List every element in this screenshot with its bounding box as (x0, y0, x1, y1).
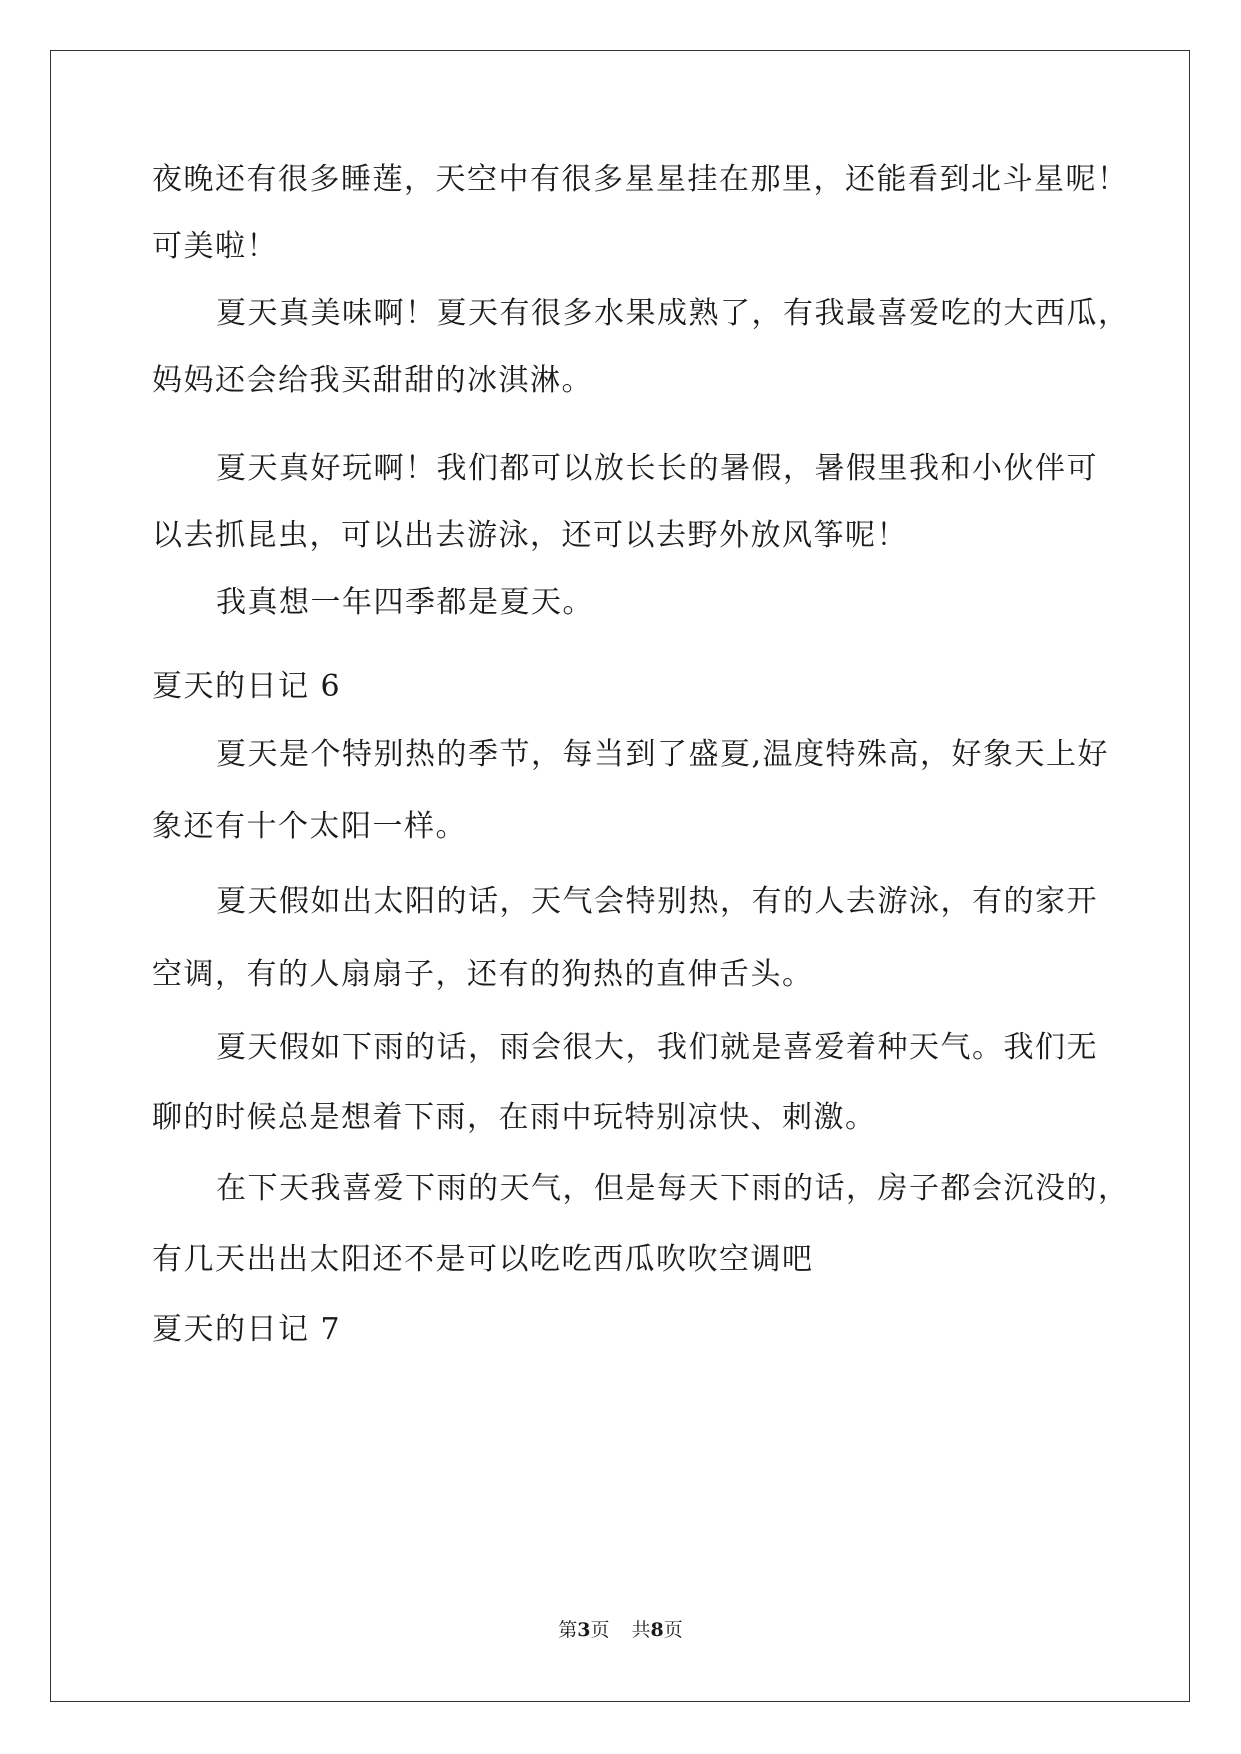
paragraph-line: 在下天我喜爱下雨的天气，但是每天下雨的话，房子都会沉没的， (216, 1171, 1130, 1206)
section-heading: 夏天的日记 6 (152, 669, 342, 704)
body-line: 聊的时候总是想着下雨，在雨中玩特别凉快、刺激。 (152, 1100, 877, 1135)
body-line: 有几天出出太阳还不是可以吃吃西瓜吹吹空调吧 (152, 1242, 814, 1277)
body-line: 妈妈还会给我买甜甜的冰淇淋。 (152, 363, 593, 398)
section-heading: 夏天的日记 7 (152, 1312, 342, 1347)
total-pages: 8 (650, 1619, 664, 1641)
page-suffix: 页 (590, 1619, 610, 1641)
paragraph-line: 我真想一年四季都是夏天。 (216, 585, 594, 620)
paragraph-line: 夏天真好玩啊！我们都可以放长长的暑假，暑假里我和小伙伴可 (216, 451, 1098, 486)
paragraph-line: 夏天假如下雨的话，雨会很大，我们就是喜爱着种天气。我们无 (216, 1030, 1098, 1065)
total-suffix: 页 (663, 1619, 683, 1641)
page-number: 3 (577, 1619, 591, 1641)
body-line: 夜晚还有很多睡莲，天空中有很多星星挂在那里，还能看到北斗星呢！ (152, 162, 1129, 197)
paragraph-line: 夏天真美味啊！夏天有很多水果成熟了，有我最喜爱吃的大西瓜， (216, 296, 1130, 331)
page-prefix: 第 (558, 1619, 578, 1641)
paragraph-line: 夏天是个特别热的季节，每当到了盛夏,温度特殊高，好象天上好 (216, 737, 1110, 772)
total-prefix: 共 (631, 1619, 651, 1641)
body-line: 空调，有的人扇扇子，还有的狗热的直伸舌头。 (152, 957, 814, 992)
body-line: 以去抓昆虫，可以出去游泳，还可以去野外放风筝呢！ (152, 518, 908, 553)
page-footer (0, 1618, 1241, 1642)
body-line: 象还有十个太阳一样。 (152, 809, 467, 844)
body-line: 可美啦！ (152, 229, 278, 264)
paragraph-line: 夏天假如出太阳的话，天气会特别热，有的人去游泳，有的家开 (216, 884, 1098, 919)
